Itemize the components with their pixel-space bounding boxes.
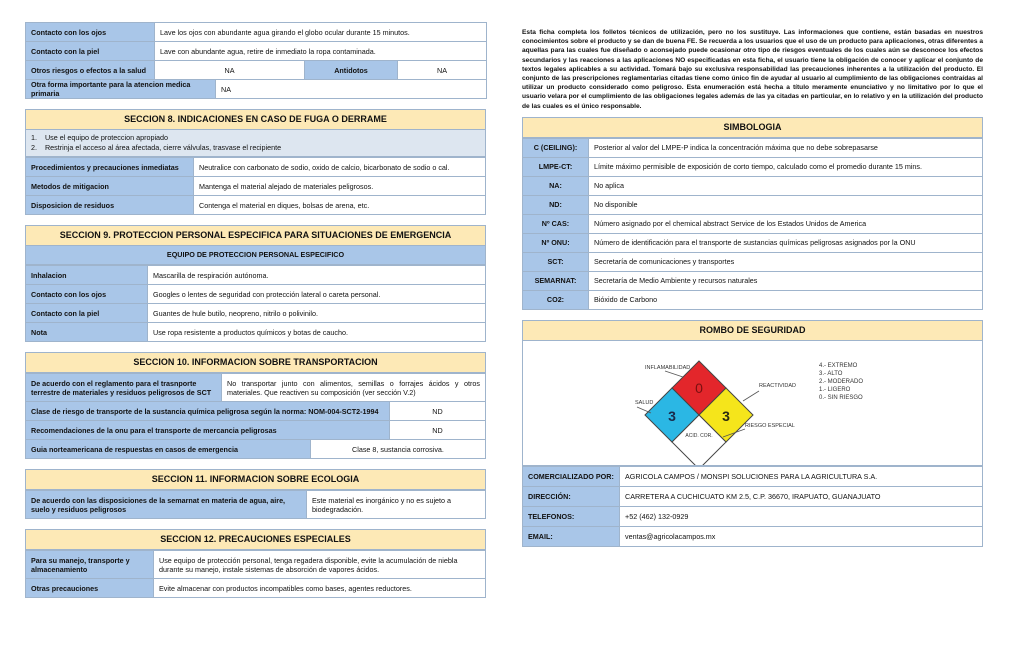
row-value: CARRETERA A CUCHICUATO KM 2.5, C.P. 36670, IRAPUATO, GUANAJUATO xyxy=(620,486,983,506)
row-label: Contacto con la piel xyxy=(26,304,148,323)
row-label: LMPE-CT: xyxy=(523,157,589,176)
table-row xyxy=(523,486,983,506)
table-row xyxy=(523,233,983,252)
row-value: Googles o lentes de seguridad con protección lateral o careta personal. xyxy=(148,285,486,304)
row-value: Use ropa resistente a productos químicos y botas de caucho. xyxy=(148,323,486,342)
label-salud: SALUD xyxy=(635,399,654,406)
row-value: Guantes de hule butilo, neopreno, nitrilo o polivinilo. xyxy=(148,304,486,323)
row-value: Use equipo de protección personal, tenga regadera disponible, evite la acumulación de niebla durante su manejo, instale sistemas de absorción de vapores ácidos. xyxy=(154,551,486,579)
row-value: Secretaría de Medio Ambiente y recursos naturales xyxy=(589,271,983,290)
label-inflamabilidad: INFLAMABILIDAD xyxy=(645,364,691,371)
row-label: Otras precauciones xyxy=(26,579,154,598)
right-column xyxy=(522,28,983,547)
table-row xyxy=(523,214,983,233)
row-value: NA xyxy=(155,61,305,80)
table-row xyxy=(26,266,486,285)
list-item: 2. Restrinja el acceso al área afectada, cierre válvulas, trasvase el recipiente xyxy=(31,143,282,152)
row-label: NA: xyxy=(523,176,589,195)
table-row xyxy=(26,80,487,99)
row-value: Mascarilla de respiración autónoma. xyxy=(148,266,486,285)
row-value: +52 (462) 132-0929 xyxy=(620,506,983,526)
rombo-title: ROMBO DE SEGURIDAD xyxy=(522,320,983,341)
row-label: Recomendaciones de la onu para el transporte de mercancia peligrosas xyxy=(26,421,390,440)
row-value: NA xyxy=(216,80,487,99)
table-row xyxy=(26,402,486,421)
table-row xyxy=(26,440,486,459)
table-row xyxy=(523,138,983,157)
row-value: ND xyxy=(390,421,486,440)
row-label: SCT: xyxy=(523,252,589,271)
table-row xyxy=(26,61,487,80)
row-label: Nº ONU: xyxy=(523,233,589,252)
section-8-table xyxy=(25,157,486,215)
row-label: Nota xyxy=(26,323,148,342)
section-12-title: SECCION 12. PRECAUCIONES ESPECIALES xyxy=(25,529,486,550)
table-row xyxy=(26,551,486,579)
row-value: Secretaría de comunicaciones y transportes xyxy=(589,252,983,271)
special-value: ACID. COR. xyxy=(685,432,713,439)
arrow-salud xyxy=(637,407,651,413)
table-row xyxy=(523,252,983,271)
row-label: Disposicion de residuos xyxy=(26,196,194,215)
table-row xyxy=(523,526,983,546)
row-label: Metodos de mitigacion xyxy=(26,177,194,196)
simbologia-table xyxy=(522,138,983,310)
legend-item: 0.- SIN RIESGO xyxy=(819,394,863,401)
label-riesgo-especial: RIESGO ESPECIAL xyxy=(745,422,795,429)
row-value: No disponible xyxy=(589,195,983,214)
row-value: Número asignado por el chemical abstract Service de los Estados Unidos de America xyxy=(589,214,983,233)
table-row xyxy=(523,176,983,195)
section-12-table xyxy=(25,550,486,598)
row-label: Otra forma importante para la atencion medica primaria xyxy=(26,80,216,99)
row-value: No aplica xyxy=(589,176,983,195)
arrow-reactividad xyxy=(743,391,759,401)
contact-table xyxy=(522,466,983,547)
row-value: Mantenga el material alejado de materiales peligrosos. xyxy=(194,177,486,196)
legend-item: 2.- MODERADO xyxy=(819,378,864,385)
table-row xyxy=(26,177,486,196)
row-value: Evite almacenar con productos incompatibles como bases, agentes reductores. xyxy=(154,579,486,598)
antidotos-value: NA xyxy=(398,61,487,80)
row-label: Guia norteamericana de respuestas en casos de emergencia xyxy=(26,440,311,459)
row-label: Clase de riesgo de transporte de la sustancia química peligrosa según la norma: NOM-004-SCT2-1994 xyxy=(26,402,390,421)
table-row xyxy=(26,491,486,519)
row-label: Para su manejo, transporte y almacenamiento xyxy=(26,551,154,579)
legend-item: 4.- EXTREMO xyxy=(819,362,858,369)
section-10-table xyxy=(25,373,486,459)
row-value: Clase 8, sustancia corrosiva. xyxy=(311,440,486,459)
row-label: Inhalacion xyxy=(26,266,148,285)
table-row xyxy=(26,323,486,342)
table-row xyxy=(26,285,486,304)
section-9-subtitle: EQUIPO DE PROTECCION PERSONAL ESPECIFICO xyxy=(25,246,486,265)
table-row xyxy=(523,290,983,309)
table-row xyxy=(523,506,983,526)
left-column xyxy=(25,22,486,598)
row-value: Contenga el material en diques, bolsas de arena, etc. xyxy=(194,196,486,215)
row-label: Nº CAS: xyxy=(523,214,589,233)
reactivity-value: 3 xyxy=(722,407,730,424)
row-value: ventas@agricolacampos.mx xyxy=(620,526,983,546)
table-row xyxy=(26,579,486,598)
row-value: Límite máximo permisible de exposición de corto tiempo, calculado como el promedio durante 15 mins. xyxy=(589,157,983,176)
section-9-title: SECCION 9. PROTECCION PERSONAL ESPECIFICA PARA SITUACIONES DE EMERGENCIA xyxy=(25,225,486,246)
table-row xyxy=(26,196,486,215)
row-label: Contacto con la piel xyxy=(26,42,155,61)
row-label: C (CEILING): xyxy=(523,138,589,157)
row-label: De acuerdo con el reglamento para el trasnporte terrestre de materiales y residuos peligrosos de SCT xyxy=(26,374,222,402)
list-item: 1. Use el equipo de proteccion apropiado xyxy=(31,133,169,142)
row-value: Este material es inorgánico y no es sujeto a biodegradación. xyxy=(307,491,486,519)
row-value: Lave con abundante agua, retire de inmediato la ropa contaminada. xyxy=(155,42,487,61)
first-aid-table xyxy=(25,22,487,99)
row-value: No transportar junto con alimentos, semillas o forrajes ácidos y otros materiales. Que reactiven su composición (ver sección V.2) xyxy=(222,374,486,402)
row-label: Contacto con los ojos xyxy=(26,285,148,304)
row-value: Bióxido de Carbono xyxy=(589,290,983,309)
row-value: Neutralice con carbonato de sodio, oxido de calcio, bicarbonato de sodio o cal. xyxy=(194,158,486,177)
arrow-inflamabilidad xyxy=(665,371,683,377)
nfpa-diamond-figure xyxy=(523,341,982,465)
health-value: 3 xyxy=(668,407,676,424)
row-label: De acuerdo con las disposiciones de la semarnat en materia de agua, aire, suelo y residuos peligrosos xyxy=(26,491,307,519)
table-row xyxy=(26,23,487,42)
table-row xyxy=(26,421,486,440)
table-row xyxy=(523,466,983,486)
row-label: COMERCIALIZADO POR: xyxy=(523,466,620,486)
section-11-table xyxy=(25,490,486,519)
label-reactividad: REACTIVIDAD xyxy=(759,382,796,389)
row-label: EMAIL: xyxy=(523,526,620,546)
section-8-list xyxy=(25,130,486,157)
table-row xyxy=(26,42,487,61)
row-label: Procedimientos y precauciones inmediatas xyxy=(26,158,194,177)
antidotos-label: Antidotos xyxy=(305,61,398,80)
table-row xyxy=(26,158,486,177)
row-label: DIRECCIÓN: xyxy=(523,486,620,506)
table-row xyxy=(26,304,486,323)
legend-item: 1.- LIGERO xyxy=(819,386,851,393)
row-label: SEMARNAT: xyxy=(523,271,589,290)
row-label: CO2: xyxy=(523,290,589,309)
section-10-title: SECCION 10. INFORMACION SOBRE TRANSPORTACION xyxy=(25,352,486,373)
legend-item: 3.- ALTO xyxy=(819,370,843,377)
row-value: AGRICOLA CAMPOS / MONSPI SOLUCIONES PARA LA AGRICULTURA S.A. xyxy=(620,466,983,486)
row-value: Número de identificación para el transporte de sustancias químicas peligrosas asignados por la ONU xyxy=(589,233,983,252)
flammability-value: 0 xyxy=(695,379,703,396)
row-label: TELEFONOS: xyxy=(523,506,620,526)
table-row xyxy=(26,374,486,402)
row-value: Posterior al valor del LMPE-P indica la concentración máxima que no debe sobrepasarse xyxy=(589,138,983,157)
row-value: Lave los ojos con abundante agua girando el globo ocular durante 15 minutos. xyxy=(155,23,487,42)
rombo-box xyxy=(522,341,983,466)
section-9-table xyxy=(25,265,486,342)
table-row xyxy=(523,157,983,176)
table-row xyxy=(523,195,983,214)
row-label: ND: xyxy=(523,195,589,214)
disclaimer-text: Esta ficha completa los folletos técnicos de utilización, pero no los sustituye. Las informaciones que contiene, están basadas en nuestros conocimientos sobre el producto y se dan de buena FE. Se recuerda a los usuarios que el uso de un producto para aplicaciones, otras diferentes a aquellas para las cuales fue diseñado o aconsejado puede ocasionar otro tipo de riesgos eventuales de los cuales aún se desconoce los efectos secundarios y las reacciones a las aplicaciones NO especificadas en esta ficha, el usuario tiene la obligación de conocer y aplicar el conjunto de textos legales aplicables a su actividad. Tomará bajo su exclusiva responsabilidad las precauciones inherentes a la utilización del producto. El conjunto de las prescripciones reglamentarias citadas tiene como único fin de ayudar al usuario al cumplimiento de las obligaciones contraídas al utilizar un producto considerado como peligroso. Esta enumeración está hecha a título meramente enunciativo y no limitativo por lo que el usuario velara por el cumplimiento de las obligaciones legales además de las ya citadas en particular, en lo relativo y en la utilización del producto de las cuales es el único responsable. xyxy=(522,29,983,110)
section-8-title: SECCION 8. INDICACIONES EN CASO DE FUGA O DERRAME xyxy=(25,109,486,130)
simbologia-title: SIMBOLOGIA xyxy=(522,117,983,138)
row-label: Otros riesgos o efectos a la salud xyxy=(26,61,155,80)
row-label: Contacto con los ojos xyxy=(26,23,155,42)
row-value: ND xyxy=(390,402,486,421)
section-11-title: SECCION 11. INFORMACION SOBRE ECOLOGIA xyxy=(25,469,486,490)
table-row xyxy=(523,271,983,290)
